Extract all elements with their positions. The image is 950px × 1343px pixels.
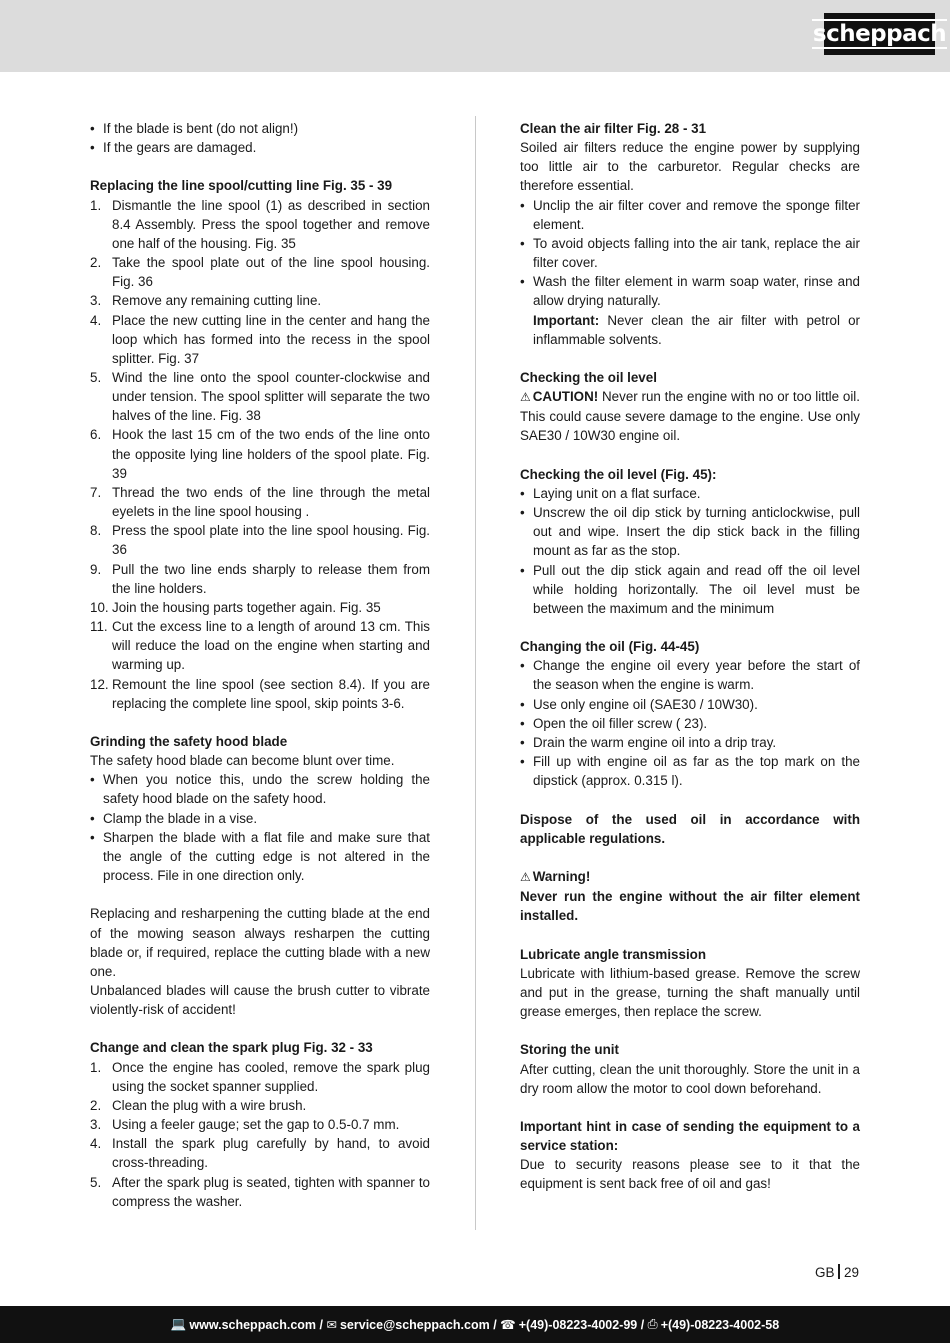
list-item: • If the blade is bent (do not align!): [90, 119, 430, 138]
paragraph: Soiled air filters reduce the engine power by supplying too little air to the carburetor. Regular checks are therefore essential.: [520, 140, 860, 194]
brand-logo: scheppach: [824, 13, 935, 55]
warning-triangle-icon: ⚠: [520, 390, 531, 405]
list-item: • When you notice this, undo the screw holding the safety hood blade on the safety hood.: [90, 770, 430, 808]
section-heading-air-filter: Clean the air filter Fig. 28 - 31: [520, 121, 707, 136]
list-item: • Drain the warm engine oil into a drip tray.: [520, 733, 860, 752]
paragraph: The safety hood blade can become blunt over time.: [90, 753, 395, 769]
mail-icon: ✉: [326, 1318, 337, 1332]
list-item: • Use only engine oil (SAE30 / 10W30).: [520, 695, 860, 714]
section-heading-oil-change: Changing the oil (Fig. 44-45): [520, 639, 700, 655]
list-item: • Clamp the blade in a vise.: [90, 809, 430, 828]
list-item: 3. Remove any remaining cutting line.: [90, 293, 322, 309]
list-item: • Open the oil filler screw ( 23).: [520, 714, 860, 733]
list-item: 1. Dismantle the line spool (1) as described in section 8.4 Assembly. Press the spool together and remove one half of the housing. Fig. 35: [90, 197, 430, 251]
list-item: 4. Place the new cutting line in the center and hang the loop which has formed into the recess in the spool splitter. Fig. 37: [90, 312, 430, 366]
list-item: 5. After the spark plug is seated, tighten with spanner to compress the washer.: [90, 1174, 430, 1209]
footer-phone: +(49)-08223-4002-99 /: [518, 1317, 645, 1332]
left-column: [90, 119, 430, 1211]
list-item: 7. Thread the two ends of the line through the metal eyelets in the line spool housing .: [90, 484, 430, 520]
list-item: • Fill up with engine oil as far as the top mark on the dipstick (approx. 0.315 l).: [520, 752, 860, 790]
list-item: 9. Pull the two line ends sharply to release them from the line holders.: [90, 561, 430, 596]
list-item: 2. Take the spool plate out of the line spool housing. Fig. 36: [90, 255, 430, 290]
list-item: 12. Remount the line spool (see section 8.4). If you are replacing the complete line spool, skip points 3-6.: [90, 676, 430, 711]
paragraph: Replacing and resharpening the cutting blade at the end of the mowing season always resharpen the cutting blade or, if required, replace the cutting blade with a new one.: [90, 906, 430, 979]
right-column: [520, 119, 860, 1194]
list-item: • Wash the filter element in warm soap water, rinse and allow drying naturally.: [520, 272, 860, 310]
computer-icon: 💻: [170, 1317, 187, 1331]
list-item: • Sharpen the blade with a flat file and make sure that the angle of the cutting edge is not altered in the process. File in one direction only.: [90, 828, 430, 885]
section-heading-lubricate: Lubricate angle transmission: [520, 946, 707, 962]
paragraph: Due to security reasons please see to it that the equipment is sent back free of oil and gas!: [520, 1157, 860, 1192]
list-item: 1. Once the engine has cooled, remove the spark plug using the socket spanner supplied.: [90, 1059, 430, 1094]
list-item: 3. Using a feeler gauge; set the gap to 0.5-0.7 mm.: [90, 1117, 400, 1133]
list-item: • If the gears are damaged.: [90, 138, 430, 157]
warning-triangle-icon: ⚠: [520, 870, 531, 885]
footer-bar: [0, 1306, 950, 1343]
page-number: GB 29: [814, 1265, 859, 1280]
section-heading-oil-level: Checking the oil level: [520, 370, 657, 386]
footer-web-link[interactable]: www.scheppach.com /: [189, 1317, 323, 1332]
fax-icon: ⎙: [647, 1317, 658, 1331]
column-divider: [475, 116, 476, 1230]
list-item: 2. Clean the plug with a wire brush.: [90, 1097, 307, 1113]
caution-note: ⚠ CAUTION! Never run the engine with no or too little oil. This could cause severe damage to the engine. Use only SAE30 / 10W30 engine oil.: [520, 389, 860, 444]
list-item: 11. Cut the excess line to a length of around 13 cm. This will reduce the load on the engine when starting and warming up.: [90, 619, 430, 673]
list-item: 4. Install the spark plug carefully by hand, to avoid cross-threading.: [90, 1136, 430, 1171]
footer-fax: +(49)-08223-4002-58: [660, 1317, 780, 1332]
list-item: • Pull out the dip stick again and read off the oil level while holding horizontally. The oil level must be between the maximum and the minimum: [520, 561, 860, 618]
list-item: 6. Hook the last 15 cm of the two ends of the line onto the opposite lying line holders of the spool plate. Fig. 39: [90, 427, 430, 481]
section-heading-spool: Replacing the line spool/cutting line Fig. 35 - 39: [90, 178, 393, 194]
section-heading-service-hint: Important hint in case of sending the equipment to a service station:: [520, 1119, 860, 1154]
warning-text: Never run the engine without the air filter element installed.: [520, 889, 860, 924]
phone-icon: ☎: [500, 1318, 516, 1332]
header-bar: [0, 0, 950, 72]
paragraph: After cutting, clean the unit thoroughly. Store the unit in a dry room allow the motor to cool down beforehand.: [520, 1061, 860, 1096]
warning-heading: ⚠ Warning!: [520, 867, 860, 887]
important-note: Important: Never clean the air filter with petrol or inflammable solvents.: [533, 312, 860, 347]
list-item: 10. Join the housing parts together again. Fig. 35: [90, 599, 381, 615]
list-item: • Change the engine oil every year before the start of the season when the engine is warm.: [520, 656, 860, 694]
list-item: • Laying unit on a flat surface.: [520, 484, 860, 503]
section-heading-storing: Storing the unit: [520, 1042, 619, 1058]
footer-email-link[interactable]: service@scheppach.com /: [339, 1317, 497, 1332]
section-heading-oil-level-fig: Checking the oil level (Fig. 45):: [520, 466, 717, 482]
list-item: • To avoid objects falling into the air tank, replace the air filter cover.: [520, 234, 860, 272]
paragraph: Unbalanced blades will cause the brush cutter to vibrate violently-risk of accident!: [90, 982, 430, 1018]
section-heading-grinding: Grinding the safety hood blade: [90, 733, 288, 749]
list-item: • Unclip the air filter cover and remove the sponge filter element.: [520, 196, 860, 234]
dispose-note: Dispose of the used oil in accordance with applicable regulations.: [520, 811, 860, 846]
section-heading-spark-plug: Change and clean the spark plug Fig. 32 - 33: [90, 1040, 373, 1056]
list-item: 8. Press the spool plate into the line spool housing. Fig. 36: [90, 523, 430, 558]
list-item: 5. Wind the line onto the spool counter-clockwise and under tension. The spool splitter will separate the two halves of the line. Fig. 38: [90, 370, 430, 424]
paragraph: Lubricate with lithium-based grease. Remove the screw and put in the grease, turning the shaft manually until grease emerges, then replace the screw.: [520, 965, 860, 1020]
list-item: • Unscrew the oil dip stick by turning anticlockwise, pull out and wipe. Insert the dip stick back in the filling mount as far as the stop.: [520, 503, 860, 560]
